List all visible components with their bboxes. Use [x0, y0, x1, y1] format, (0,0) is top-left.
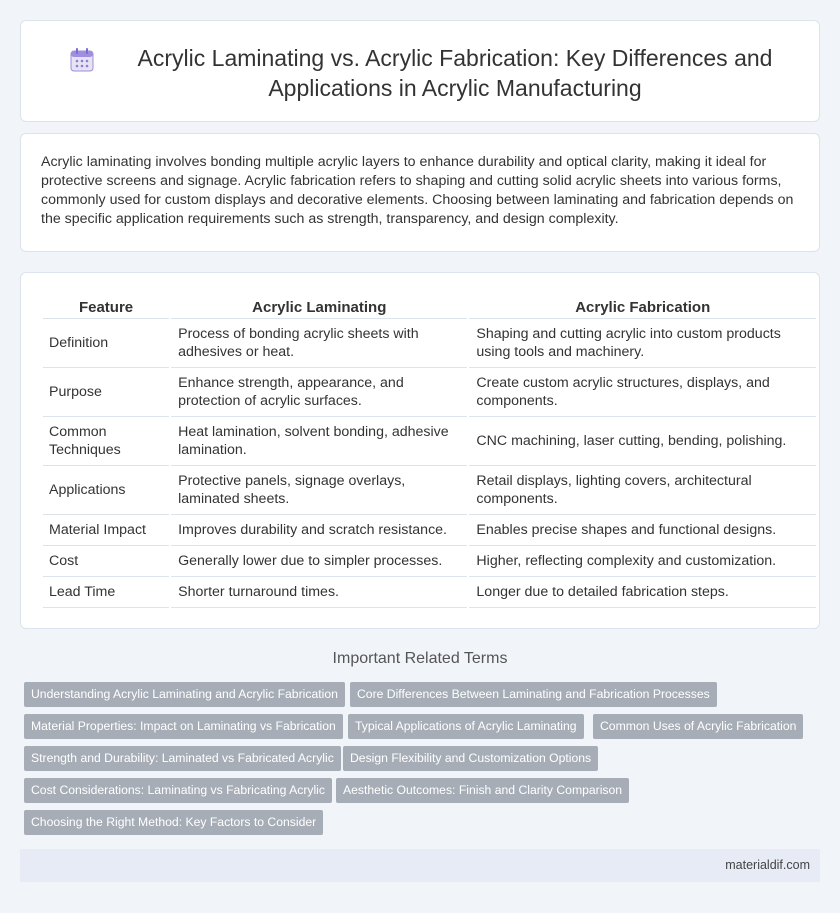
row-feature: Definition	[43, 319, 169, 368]
related-term-tag[interactable]: Choosing the Right Method: Key Factors to Consider	[24, 810, 323, 835]
table-row	[43, 577, 816, 608]
row-laminating: Protective panels, signage overlays, laminated sheets.	[171, 466, 467, 515]
table-row	[43, 319, 816, 368]
row-laminating: Improves durability and scratch resistance.	[171, 515, 467, 546]
comparison-table	[41, 295, 818, 608]
row-feature: Material Impact	[43, 515, 169, 546]
row-fabrication: Retail displays, lighting covers, architectural components.	[469, 466, 816, 515]
intro-paragraph: Acrylic laminating involves bonding multiple acrylic layers to enhance durability and optical clarity, making it ideal for protective screens and signage. Acrylic fabrication refers to shaping and cutting solid acrylic sheets into various forms, commonly used for custom displays and decorative elements. Choosing between laminating and fabrication depends on the specific application requirements such as strength, transparency, and design complexity.	[41, 154, 794, 227]
footer-site-link[interactable]: materialdif.com	[725, 858, 810, 872]
row-feature: Purpose	[43, 368, 169, 417]
table-header-row	[43, 295, 816, 319]
footer	[20, 849, 820, 882]
row-laminating: Heat lamination, solvent bonding, adhesive lamination.	[171, 417, 467, 466]
related-term-tag[interactable]: Material Properties: Impact on Laminating vs Fabrication	[24, 714, 343, 739]
row-fabrication: Higher, reflecting complexity and customization.	[469, 546, 816, 577]
row-fabrication: Enables precise shapes and functional designs.	[469, 515, 816, 546]
row-feature: Applications	[43, 466, 169, 515]
related-term-tag[interactable]: Design Flexibility and Customization Options	[343, 746, 598, 771]
related-term-tag[interactable]: Typical Applications of Acrylic Laminating	[348, 714, 584, 739]
row-fabrication: Longer due to detailed fabrication steps.	[469, 577, 816, 608]
row-fabrication: Create custom acrylic structures, displays, and components.	[469, 368, 816, 417]
related-term-tag[interactable]: Understanding Acrylic Laminating and Acrylic Fabrication	[24, 682, 345, 707]
row-laminating: Enhance strength, appearance, and protection of acrylic surfaces.	[171, 368, 467, 417]
header-laminating: Acrylic Laminating	[171, 295, 467, 319]
intro-card	[20, 133, 820, 252]
related-term-tag[interactable]: Core Differences Between Laminating and Fabrication Processes	[350, 682, 717, 707]
table-row	[43, 466, 816, 515]
table-row	[43, 417, 816, 466]
calendar-icon	[69, 47, 95, 73]
comparison-card	[20, 272, 820, 629]
related-term-tag[interactable]: Aesthetic Outcomes: Finish and Clarity Comparison	[336, 778, 629, 803]
title-card	[20, 20, 820, 122]
related-term-tag[interactable]: Common Uses of Acrylic Fabrication	[593, 714, 803, 739]
table-row	[43, 368, 816, 417]
row-laminating: Generally lower due to simpler processes.	[171, 546, 467, 577]
header-fabrication: Acrylic Fabrication	[469, 295, 816, 319]
related-terms-heading: Important Related Terms	[332, 650, 508, 667]
page-title: Acrylic Laminating vs. Acrylic Fabrication: Key Differences and Applications in Acrylic Manufacturing	[137, 45, 773, 101]
table-row	[43, 515, 816, 546]
row-feature: Common Techniques	[43, 417, 169, 466]
row-laminating: Shorter turnaround times.	[171, 577, 467, 608]
row-fabrication: Shaping and cutting acrylic into custom products using tools and machinery.	[469, 319, 816, 368]
table-row	[43, 546, 816, 577]
related-term-tag[interactable]: Strength and Durability: Laminated vs Fabricated Acrylic	[24, 746, 341, 771]
row-feature: Cost	[43, 546, 169, 577]
row-laminating: Process of bonding acrylic sheets with adhesives or heat.	[171, 319, 467, 368]
related-term-tag[interactable]: Cost Considerations: Laminating vs Fabricating Acrylic	[24, 778, 332, 803]
header-feature: Feature	[43, 295, 169, 319]
row-fabrication: CNC machining, laser cutting, bending, polishing.	[469, 417, 816, 466]
row-feature: Lead Time	[43, 577, 169, 608]
